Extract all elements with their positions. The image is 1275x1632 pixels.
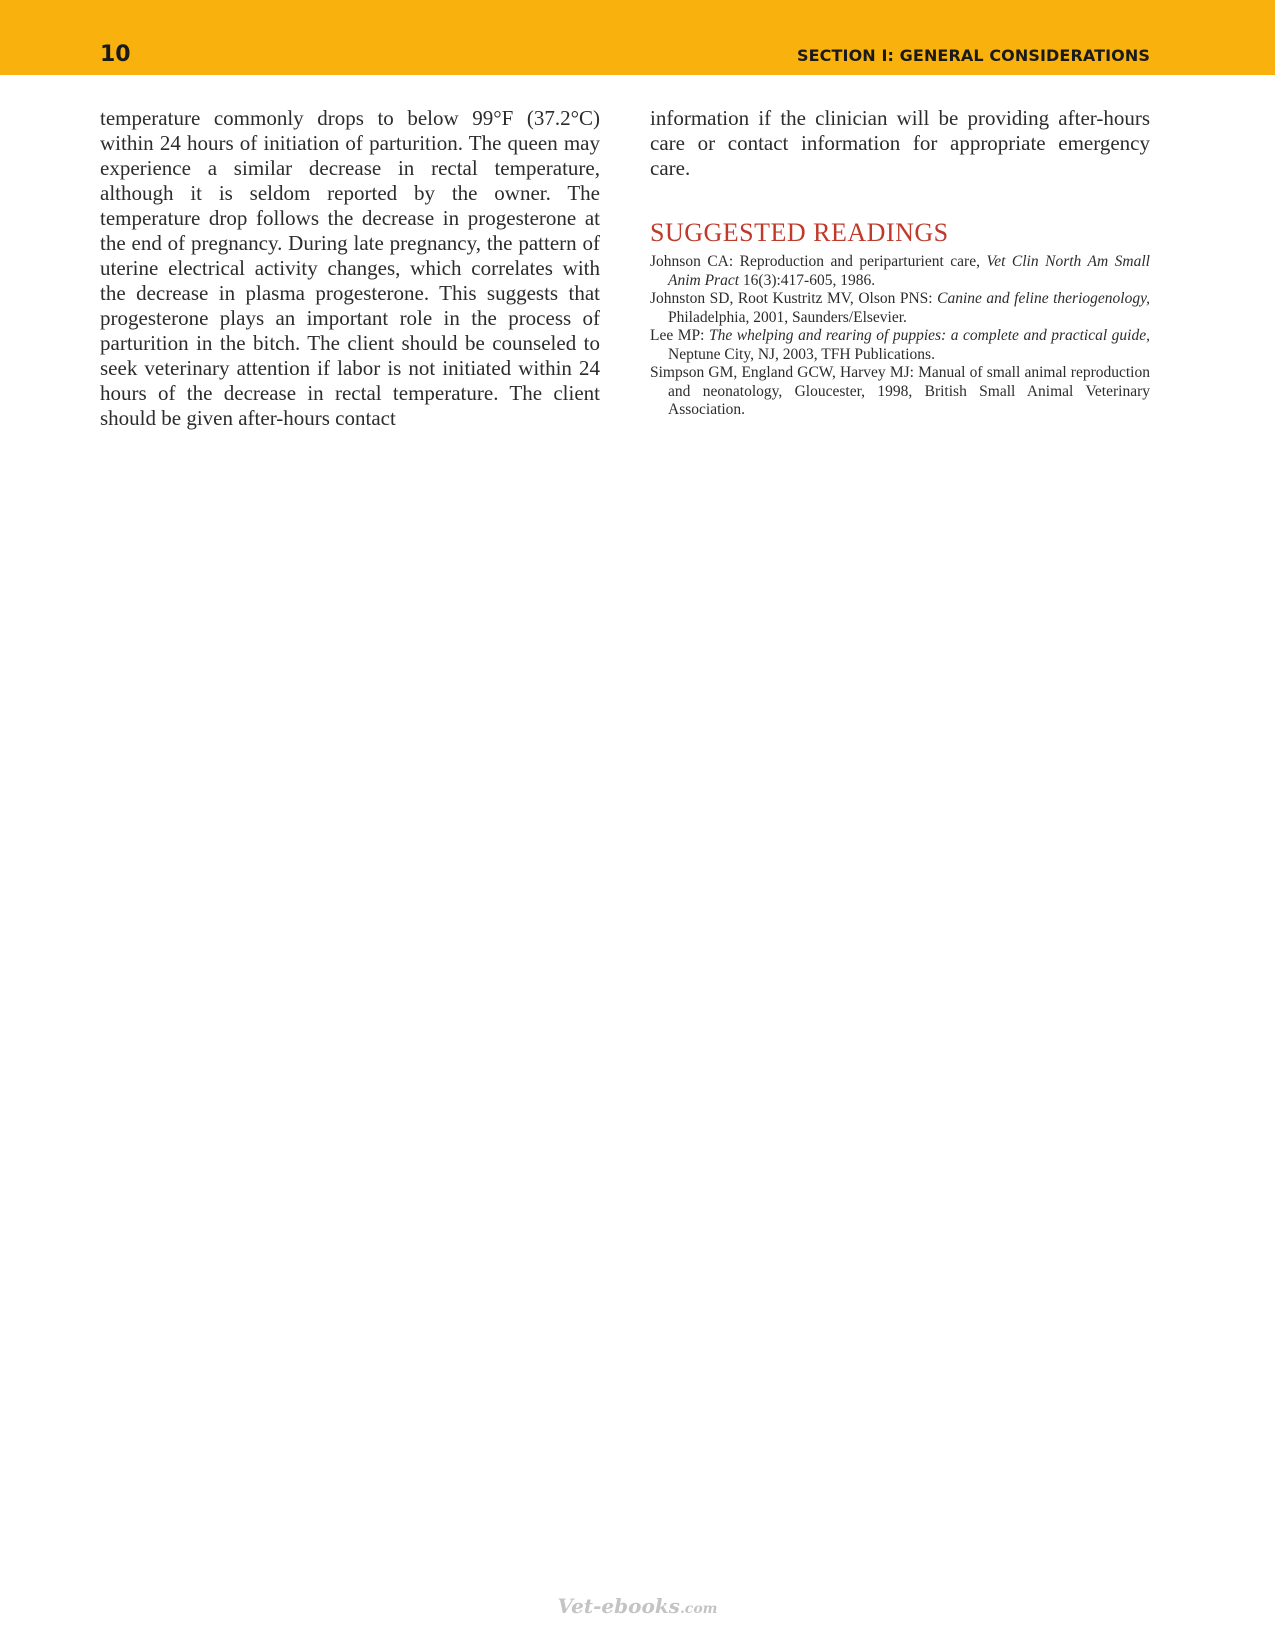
reference-item [650, 327, 1150, 364]
reference-authors: Johnston SD, Root Kustritz MV, Olson PNS: [650, 290, 938, 307]
reference-title: The whelping and rearing of puppies: a complete and practical guide, [708, 327, 1150, 344]
watermark-main: Vet-ebooks [557, 1594, 680, 1618]
left-column [100, 106, 600, 431]
reference-title: Canine and feline theriogenology, [937, 290, 1150, 307]
reference-details: Neptune City, NJ, 2003, TFH Publications. [668, 345, 935, 363]
suggested-readings-heading: SUGGESTED READINGS [650, 218, 949, 247]
section-title: SECTION I: GENERAL CONSIDERATIONS [797, 46, 1150, 65]
reference-authors: Johnson CA: Reproduction and periparturient care, [650, 253, 987, 270]
right-column [650, 106, 1150, 420]
reference-authors: Simpson GM, England GCW, Harvey MJ: Manual of small animal reproduction and neonatology, Gloucester, 1998, British Small Animal Veterinary Association. [650, 364, 1150, 418]
watermark-suffix: .com [679, 1601, 718, 1617]
header-band [0, 0, 1275, 75]
reference-details: 16(3):417-605, 1986. [739, 271, 876, 289]
body-paragraph-right: information if the clinician will be providing after-hours care or contact information for appropriate emergency care. [650, 106, 1150, 180]
body-paragraph-left: temperature commonly drops to below 99°F (37.2°C) within 24 hours of initiation of parturition. The queen may experience a similar decrease in rectal temperature, although it is seldom reported by the owner. The temperature drop follows the decrease in progesterone at the end of pregnancy. During late pregnancy, the pattern of uterine electrical activity changes, which correlates with the decrease in plasma progesterone. This suggests that progesterone plays an important role in the process of parturition in the bitch. The client should be counseled to seek veterinary attention if labor is not initiated within 24 hours of the decrease in rectal temperature. The client should be given after-hours contact [100, 106, 600, 430]
watermark-logo [0, 1594, 1275, 1618]
reference-title: Vet Clin North Am Small Anim Pract [668, 253, 1150, 289]
page-number: 10 [100, 42, 131, 67]
reference-item [650, 364, 1150, 420]
reference-item [650, 253, 1150, 290]
reference-authors: Lee MP: [650, 327, 709, 344]
reference-item [650, 290, 1150, 327]
reference-list [650, 253, 1150, 420]
reference-details: Philadelphia, 2001, Saunders/Elsevier. [668, 308, 907, 326]
